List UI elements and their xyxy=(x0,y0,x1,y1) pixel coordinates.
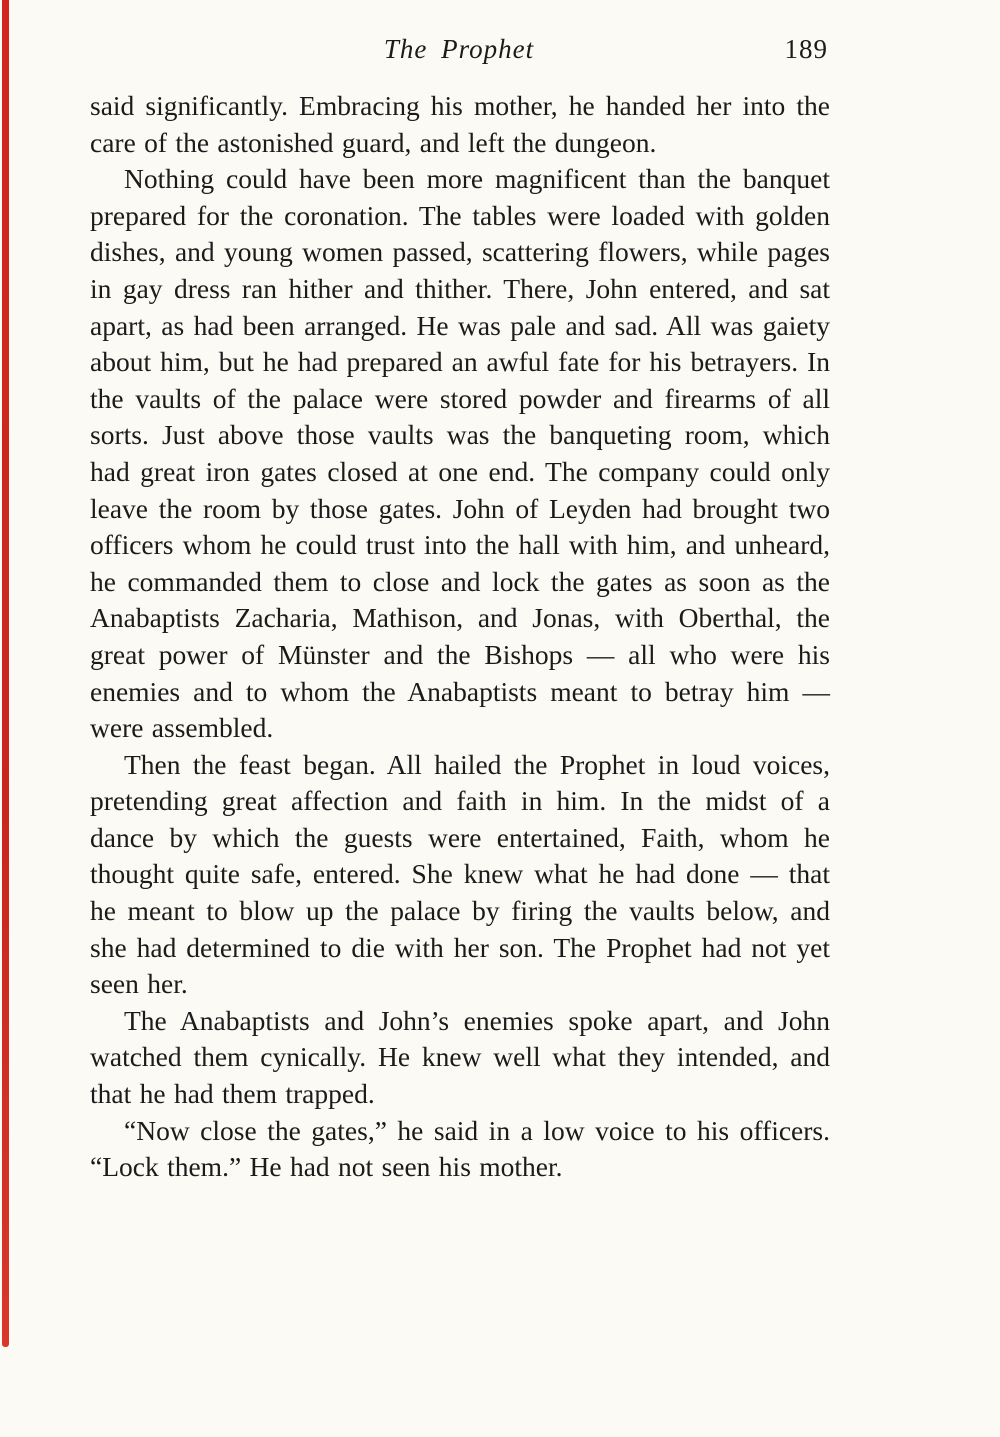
running-title: The Prophet xyxy=(383,34,535,64)
paragraph: The Anabaptists and John’s enemies spoke apart, and John watched them cynically. He knew well what they intended, and that he had them trapped. xyxy=(90,1004,830,1110)
paragraph: Nothing could have been more magnificent than the banquet prepared for the coronation. The tables were loaded with golden dishes, and young women passed, scattering flowers, while pages in gay dress ran hither and thither. There, John entered, and sat apart, as had been arranged. He was pale and sad. All was gaiety about him, but he had prepared an awful fate for his betrayers. In the vaults of the palace were stored powder and firearms of all sorts. Just above those vaults was the banqueting room, which had great iron gates closed at one end. The company could only leave the room by those gates. John of Leyden had brought two officers whom he could trust into the hall with him, and unheard, he commanded them to close and lock the gates as soon as the Anabaptists Zacharia, Mathison, and Jonas, with Oberthal, the great power of Münster and the Bishops — all who were his enemies and to whom the Anabaptists meant to betray him — were assembled. xyxy=(90,163,830,744)
paragraph: said significantly. Embracing his mother, he handed her into the care of the astonished guard, and left the dungeon. xyxy=(90,90,830,158)
page-header xyxy=(0,34,1000,74)
body-text xyxy=(90,88,830,1186)
paragraph: Then the feast began. All hailed the Prophet in loud voices, pretending great affection and faith in him. In the midst of a dance by which the guests were entertained, Faith, whom he thought quite safe, entered. She knew what he had done — that he meant to blow up the palace by firing the vaults below, and she had determined to die with her son. The Prophet had not yet seen her. xyxy=(90,748,830,1000)
red-binding-stripe xyxy=(2,0,9,1347)
paragraph: “Now close the gates,” he said in a low voice to his officers. “Lock them.” He had not seen his mother. xyxy=(90,1114,830,1183)
page-number: 189 xyxy=(784,34,828,64)
